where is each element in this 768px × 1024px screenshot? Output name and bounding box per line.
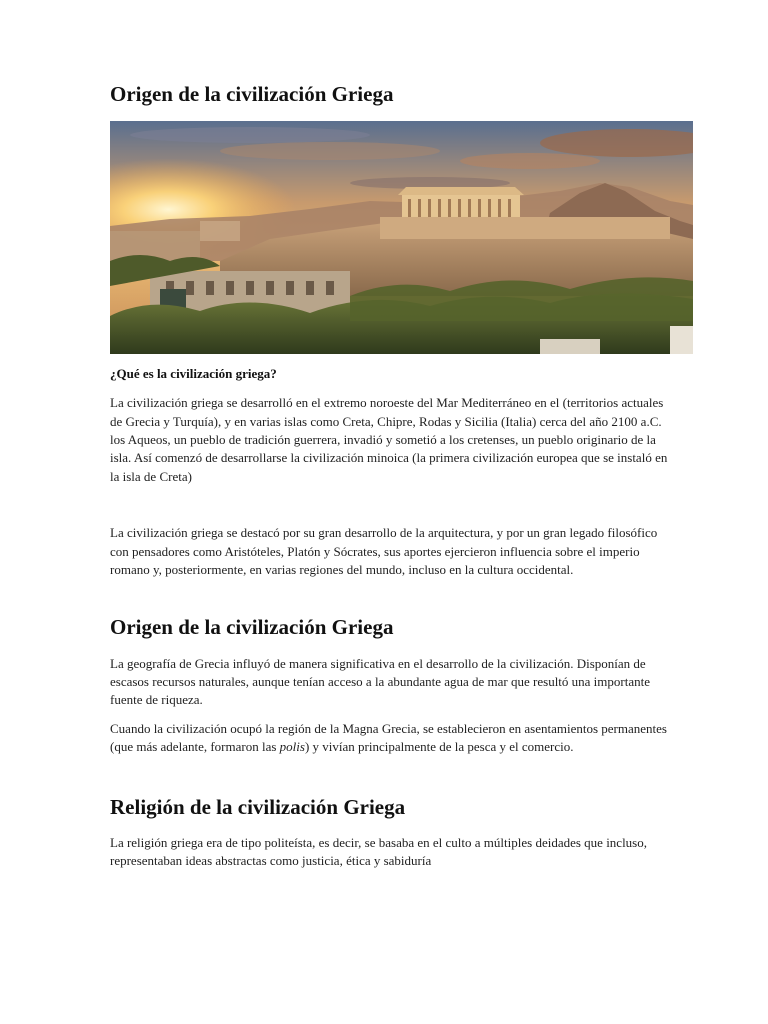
section-heading-religion: Religión de la civilización Griega [110, 794, 406, 819]
acropolis-photo [110, 121, 693, 354]
paragraph: La religión griega era de tipo politeísta, es decir, se basaba en el culto a múltiples deidades que incluso, representaban ideas abstractas como justicia, ética y sabiduría [110, 834, 647, 869]
paragraph: La geografía de Grecia influyó de manera significativa en el desarrollo de la civilización. Disponían de escasos recursos naturales, aunque tenían acceso a la abundante agua de mar que resultó una importante fuente de riqueza. [110, 655, 651, 708]
paragraph [110, 720, 670, 757]
paragraph: La civilización griega se desarrolló en el extremo noroeste del Mar Mediterráneo en el (territorios actuales de Grecia y Turquía), y en varias islas como Creta, Chipre, Rodas y Sicilia (Italia) cerca del año 2100 a.C. los Aqueos, un pueblo de tradición guerrera, invadió y sometió a los cretenses, un pueblo originario de la isla. Así comenzó de desarrollarse la civilización minoica (la primera civilización europea que se instaló en la isla de Creta) [110, 395, 668, 484]
section-heading-origen-2: Origen de la civilización Griega [110, 615, 394, 640]
paragraph-text: ) y vivían principalmente de la pesca y el comercio. [304, 739, 574, 755]
polis-term: polis [279, 739, 305, 755]
article [110, 82, 670, 881]
question-heading: ¿Qué es la civilización griega? [110, 366, 277, 382]
paragraph: La civilización griega se destacó por su gran desarrollo de la arquitectura, y por un gran legado filosófico con pensadores como Aristóteles, Platón y Sócrates, sus aportes ejercieron influencia sobre el imperio romano y, posteriormente, en varias regiones del mundo, incluso en la cultura occidental. [110, 525, 658, 578]
section-heading-origen: Origen de la civilización Griega [110, 82, 394, 106]
paragraph-text: Cuando la civilización ocupó la región de la Magna Grecia, se establecieron en asentamientos permanentes (que más adelante, formaron las [110, 720, 667, 755]
